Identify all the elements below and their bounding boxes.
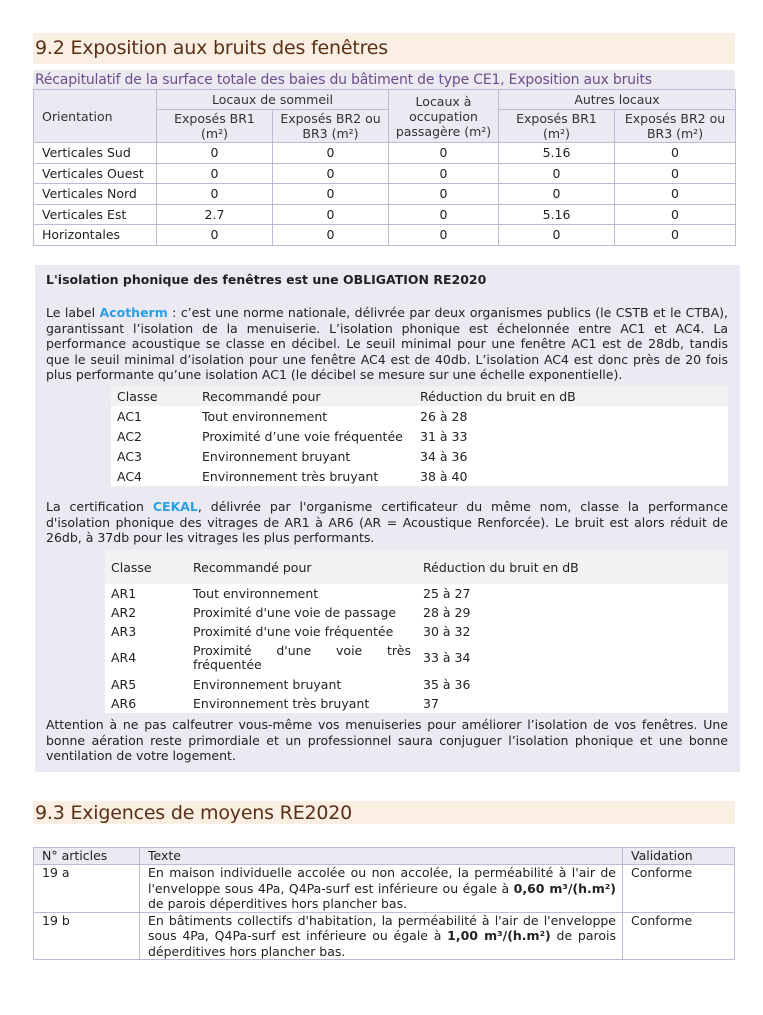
header-locaux-passagere: Locaux à occupation passagère (m²) — [389, 90, 499, 143]
cekal-label: CEKAL — [152, 499, 198, 514]
ac-table-wrapper — [111, 386, 728, 486]
value-cell: 0 — [499, 184, 615, 205]
section-title-9-2: 9.2 Exposition aux bruits des fenêtres — [33, 33, 735, 64]
class-cell: AR5 — [111, 677, 137, 692]
reduction-cell: 34 à 36 — [420, 448, 468, 464]
value-cell: 0 — [273, 143, 389, 164]
table-caption: Récapitulatif de la surface totale des baies du bâtiment de type CE1, Exposition aux bruits — [33, 70, 735, 90]
header-texte: Texte — [140, 848, 623, 865]
reduction-cell: 31 à 33 — [420, 428, 468, 444]
value-cell: 0 — [389, 163, 499, 184]
class-cell: AC1 — [117, 408, 143, 424]
usage-cell: Proximité d'une voie fréquentée — [193, 624, 394, 639]
value-cell: 5.16 — [499, 204, 615, 225]
header-orientation: Orientation — [34, 90, 157, 143]
text-cell — [140, 912, 623, 960]
class-cell: AC2 — [117, 428, 143, 444]
class-cell: AC3 — [117, 448, 143, 464]
requirements-table — [33, 847, 735, 960]
value-cell: 0 — [615, 143, 736, 164]
value-cell: 2.7 — [157, 204, 273, 225]
ac-header-row — [111, 386, 728, 406]
usage-cell: Environnement très bruyant — [202, 468, 379, 484]
value-cell: 0 — [157, 163, 273, 184]
header-validation: Validation — [623, 848, 735, 865]
article-cell: 19 a — [34, 865, 140, 913]
table-row — [111, 446, 728, 466]
requirements-header-row — [34, 848, 735, 865]
cekal-post: , délivrée par l'organisme certificateur du même nom, classe la performance d'isolation phonique des vitrages de AR1 à AR6 (AR = Acoustique Renforcée). Le bruit est alors réduit de 26db, à 37db pour les vitrages les plus performants. — [46, 499, 729, 545]
acotherm-post: : c’est une norme nationale, délivrée par deux organismes publics (le CSTB et le CTBA), garantissant l’isolation de la menuiserie. L’isolation phonique est échelonnée entre AC1 et AC4. La performance acoustique se classe en décibel. Le seuil minimal pour une fenêtre AC1 est de 28db, tandis que le seuil minimal d’isolation pour une fenêtre AC4 est de 40db. L’isolation AC4 est donc près de 20 fois plus performante qu’une isolation AC1 (le décibel se mesure sur une échelle exponentielle). — [46, 305, 728, 382]
reduction-cell: 28 à 29 — [423, 605, 471, 620]
value-cell: 0 — [615, 225, 736, 246]
ar-table-wrapper — [105, 550, 728, 713]
table-row — [105, 603, 728, 622]
usage-cell: Environnement très bruyant — [193, 696, 370, 711]
table-row — [34, 163, 736, 184]
value-cell: 0 — [157, 184, 273, 205]
text-bold: 1,00 m³/(h.m²) — [447, 928, 551, 943]
exposure-table — [33, 89, 736, 246]
table-row — [105, 584, 728, 603]
header-locaux-sommeil: Locaux de sommeil — [157, 90, 389, 110]
reduction-cell: 25 à 27 — [423, 586, 471, 601]
reduction-cell: 38 à 40 — [420, 468, 468, 484]
reduction-cell: 33 à 34 — [423, 650, 471, 665]
table-row — [34, 865, 735, 913]
ar-class-table — [105, 550, 728, 713]
text-post: de parois déperditives hors plancher bas. — [148, 896, 408, 911]
text-bold: 0,60 m³/(h.m²) — [513, 880, 616, 896]
text-pre: En maison individuelle accolée ou non accolée, la perméabilité à l'air de l'enveloppe sous 4Pa, Q4Pa-surf est inférieure ou égale à — [148, 865, 616, 896]
validation-cell: Conforme — [623, 865, 735, 913]
table-row — [111, 426, 728, 446]
usage-cell: Proximité d'une voie de passage — [193, 605, 397, 620]
value-cell: 0 — [157, 143, 273, 164]
value-cell: 0 — [273, 163, 389, 184]
ar-header-recommande: Recommandé pour — [187, 550, 417, 584]
value-cell: 0 — [389, 204, 499, 225]
value-cell: 0 — [615, 184, 736, 205]
class-cell: AR3 — [111, 624, 137, 639]
header-sommeil-br23: Exposés BR2 ou BR3 (m²) — [273, 110, 389, 143]
orientation-cell: Verticales Ouest — [34, 163, 157, 184]
class-cell: AC4 — [117, 468, 143, 484]
ar-header-reduction: Réduction du bruit en dB — [417, 550, 728, 584]
table-row — [34, 184, 736, 205]
value-cell: 0 — [615, 163, 736, 184]
value-cell: 0 — [615, 204, 736, 225]
value-cell: 0 — [273, 204, 389, 225]
text-post: de parois déperditives hors plancher bas. — [148, 928, 617, 959]
ac-header-classe: Classe — [111, 386, 196, 406]
validation-cell: Conforme — [623, 912, 735, 960]
acotherm-pre: Le label — [46, 305, 100, 320]
class-cell: AR2 — [111, 605, 137, 620]
ac-header-recommande: Recommandé pour — [196, 386, 414, 406]
table-row — [105, 675, 728, 694]
value-cell: 0 — [389, 184, 499, 205]
text-cell — [140, 865, 623, 913]
orientation-cell: Verticales Sud — [34, 143, 157, 164]
ar-header-row — [105, 550, 728, 584]
reduction-cell: 26 à 28 — [420, 408, 468, 424]
reduction-cell: 35 à 36 — [423, 677, 471, 692]
table-row — [105, 694, 728, 713]
header-autres-locaux: Autres locaux — [499, 90, 736, 110]
usage-cell: Tout environnement — [202, 408, 328, 424]
class-cell: AR4 — [111, 650, 137, 665]
table-row — [105, 641, 728, 675]
table-row — [111, 406, 728, 426]
table-row — [34, 225, 736, 246]
ar-header-classe: Classe — [105, 550, 187, 584]
value-cell: 0 — [389, 225, 499, 246]
table-row — [34, 204, 736, 225]
reduction-cell: 30 à 32 — [423, 624, 471, 639]
warning-paragraph: Attention à ne pas calfeutrer vous-même vos menuiseries pour améliorer l’isolation de vos fenêtres. Une bonne aération reste primordiale et un professionnel saura conjuguer l’isolation phonique et une bonne ventilation de votre logement. — [46, 717, 728, 763]
value-cell: 5.16 — [499, 143, 615, 164]
value-cell: 0 — [499, 163, 615, 184]
usage-cell: Proximité d’une voie fréquentée — [202, 428, 403, 444]
reduction-cell: 37 — [423, 696, 439, 711]
table-row — [34, 143, 736, 164]
text-pre: En bâtiments collectifs d'habitation, la perméabilité à l'air de l'enveloppe sous 4Pa, Q4Pa-surf est inférieure ou égale à — [148, 912, 616, 943]
header-articles: N° articles — [34, 848, 140, 865]
table-row — [105, 622, 728, 641]
value-cell: 0 — [389, 143, 499, 164]
acotherm-paragraph — [46, 305, 728, 383]
value-cell: 0 — [157, 225, 273, 246]
ac-header-reduction: Réduction du bruit en dB — [414, 386, 728, 406]
value-cell: 0 — [273, 184, 389, 205]
info-heading: L'isolation phonique des fenêtres est une OBLIGATION RE2020 — [46, 272, 487, 287]
header-sommeil-br1: Exposés BR1 (m²) — [157, 110, 273, 143]
class-cell: AR6 — [111, 696, 137, 711]
usage-cell: Environnement bruyant — [202, 448, 351, 464]
usage-cell: Environnement bruyant — [193, 677, 342, 692]
cekal-paragraph — [46, 499, 728, 546]
usage-cell: Tout environnement — [193, 586, 319, 601]
table-row — [111, 466, 728, 486]
value-cell: 0 — [273, 225, 389, 246]
cekal-pre: La certification — [46, 499, 153, 514]
class-cell: AR1 — [111, 586, 137, 601]
ac-class-table — [111, 386, 728, 486]
orientation-cell: Verticales Est — [34, 204, 157, 225]
acoustic-info-box — [35, 265, 740, 772]
article-cell: 19 b — [34, 912, 140, 960]
table-row — [34, 912, 735, 960]
header-autres-br1: Exposés BR1 (m²) — [499, 110, 615, 143]
orientation-cell: Horizontales — [34, 225, 157, 246]
usage-cell: Proximité d'une voie très fréquentée — [193, 643, 411, 672]
value-cell: 0 — [499, 225, 615, 246]
acotherm-label: Acotherm — [99, 305, 168, 320]
section-title-9-3: 9.3 Exigences de moyens RE2020 — [33, 801, 735, 824]
orientation-cell: Verticales Nord — [34, 184, 157, 205]
header-autres-br23: Exposés BR2 ou BR3 (m²) — [615, 110, 736, 143]
